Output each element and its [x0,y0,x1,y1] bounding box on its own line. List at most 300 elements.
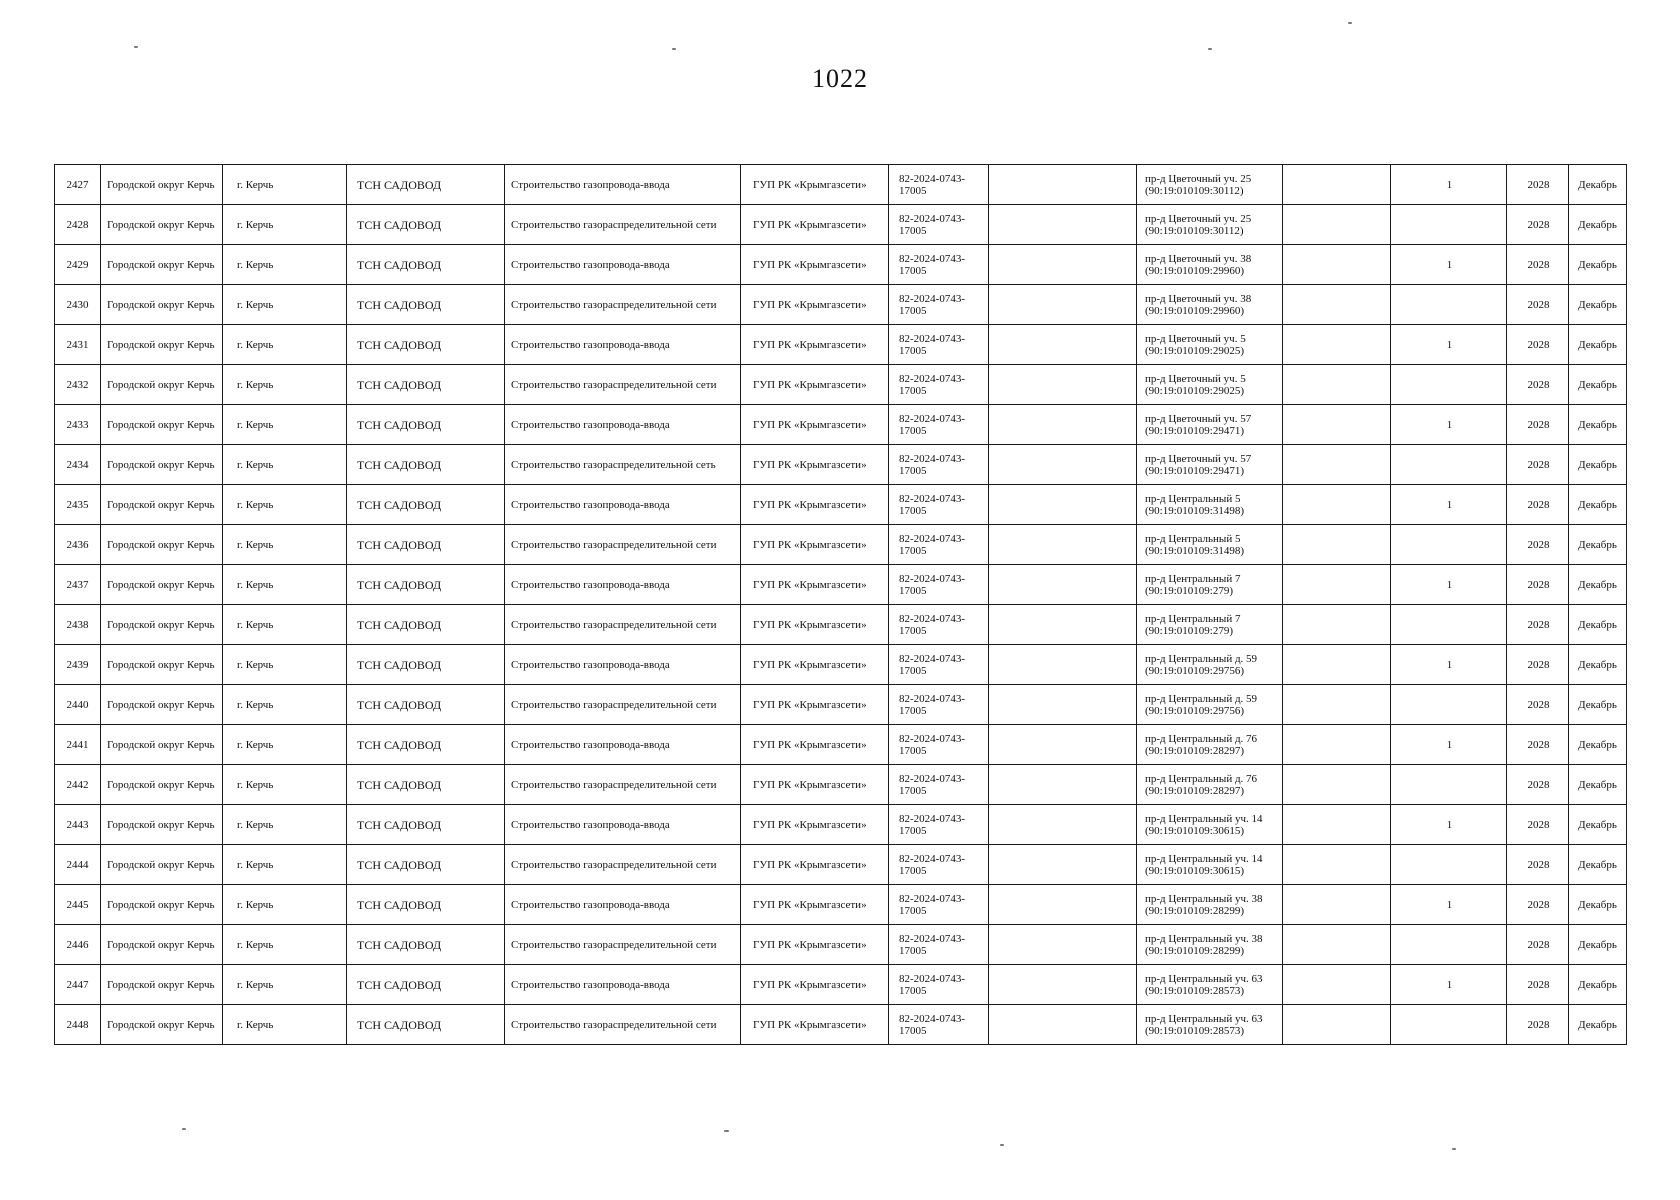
month-cell: Декабрь [1569,405,1627,445]
table-row [55,725,1627,765]
count-cell [1391,1005,1507,1045]
year-cell: 2028 [1507,325,1569,365]
empty-cell [989,245,1137,285]
page-number: 1022 [812,64,868,93]
month-cell: Декабрь [1569,485,1627,525]
count-cell [1391,365,1507,405]
municipality-cell: Городской округ Керчь [101,165,223,205]
contract-number-cell: 82-2024-0743-17005 [889,605,989,645]
empty-cell [1283,325,1391,365]
count-cell: 1 [1391,805,1507,845]
contract-number-cell: 82-2024-0743-17005 [889,285,989,325]
table-row [55,925,1627,965]
executor-cell: ГУП РК «Крымгазсети» [741,165,889,205]
municipality-cell: Городской округ Керчь [101,685,223,725]
city-cell: г. Керчь [223,485,347,525]
address-cell: пр-д Центральный 5 (90:19:010109:31498) [1137,485,1283,525]
empty-cell [989,765,1137,805]
executor-cell: ГУП РК «Крымгазсети» [741,205,889,245]
count-cell [1391,605,1507,645]
city-cell: г. Керчь [223,805,347,845]
count-cell: 1 [1391,485,1507,525]
organization-cell: ТСН САДОВОД [347,245,505,285]
address-cell: пр-д Цветочный уч. 5 (90:19:010109:29025) [1137,365,1283,405]
empty-cell [989,925,1137,965]
city-cell: г. Керчь [223,405,347,445]
organization-cell: ТСН САДОВОД [347,925,505,965]
scan-speck [1452,1148,1456,1150]
row-number: 2429 [55,245,101,285]
row-number: 2442 [55,765,101,805]
empty-cell [1283,805,1391,845]
empty-cell [1283,925,1391,965]
row-number: 2440 [55,685,101,725]
city-cell: г. Керчь [223,965,347,1005]
contract-number-cell: 82-2024-0743-17005 [889,925,989,965]
month-cell: Декабрь [1569,165,1627,205]
address-cell: пр-д Цветочный уч. 5 (90:19:010109:29025) [1137,325,1283,365]
contract-number-cell: 82-2024-0743-17005 [889,245,989,285]
organization-cell: ТСН САДОВОД [347,325,505,365]
month-cell: Декабрь [1569,525,1627,565]
city-cell: г. Керчь [223,765,347,805]
table-row [55,685,1627,725]
table-row [55,645,1627,685]
executor-cell: ГУП РК «Крымгазсети» [741,325,889,365]
address-cell: пр-д Цветочный уч. 57 (90:19:010109:29471) [1137,405,1283,445]
row-number: 2441 [55,725,101,765]
work-type-cell: Строительство газораспределительной сети [505,1005,741,1045]
table-row [55,965,1627,1005]
work-type-cell: Строительство газораспределительной сети [505,685,741,725]
document-table [54,164,1627,1045]
city-cell: г. Керчь [223,1005,347,1045]
scan-speck [724,1130,729,1132]
empty-cell [1283,565,1391,605]
month-cell: Декабрь [1569,245,1627,285]
organization-cell: ТСН САДОВОД [347,645,505,685]
row-number: 2438 [55,605,101,645]
empty-cell [1283,165,1391,205]
year-cell: 2028 [1507,245,1569,285]
count-cell: 1 [1391,885,1507,925]
city-cell: г. Керчь [223,205,347,245]
empty-cell [1283,645,1391,685]
municipality-cell: Городской округ Керчь [101,325,223,365]
year-cell: 2028 [1507,925,1569,965]
row-number: 2443 [55,805,101,845]
organization-cell: ТСН САДОВОД [347,165,505,205]
municipality-cell: Городской округ Керчь [101,365,223,405]
year-cell: 2028 [1507,645,1569,685]
year-cell: 2028 [1507,485,1569,525]
work-type-cell: Строительство газораспределительной сети [505,845,741,885]
row-number: 2448 [55,1005,101,1045]
table-body [55,165,1627,1045]
empty-cell [989,285,1137,325]
scan-speck [182,1128,186,1130]
work-type-cell: Строительство газопровода-ввода [505,885,741,925]
address-cell: пр-д Центральный 7 (90:19:010109:279) [1137,605,1283,645]
row-number: 2433 [55,405,101,445]
contract-number-cell: 82-2024-0743-17005 [889,645,989,685]
organization-cell: ТСН САДОВОД [347,805,505,845]
year-cell: 2028 [1507,445,1569,485]
address-cell: пр-д Центральный д. 76 (90:19:010109:28297) [1137,765,1283,805]
address-cell: пр-д Цветочный уч. 38 (90:19:010109:29960) [1137,245,1283,285]
address-cell: пр-д Центральный уч. 38 (90:19:010109:28299) [1137,885,1283,925]
count-cell [1391,285,1507,325]
municipality-cell: Городской округ Керчь [101,925,223,965]
organization-cell: ТСН САДОВОД [347,205,505,245]
contract-number-cell: 82-2024-0743-17005 [889,685,989,725]
executor-cell: ГУП РК «Крымгазсети» [741,1005,889,1045]
row-number: 2427 [55,165,101,205]
municipality-cell: Городской округ Керчь [101,645,223,685]
organization-cell: ТСН САДОВОД [347,365,505,405]
organization-cell: ТСН САДОВОД [347,485,505,525]
table-row [55,285,1627,325]
municipality-cell: Городской округ Керчь [101,445,223,485]
scan-speck [1348,22,1352,24]
address-cell: пр-д Центральный д. 59 (90:19:010109:29756) [1137,685,1283,725]
contract-number-cell: 82-2024-0743-17005 [889,165,989,205]
year-cell: 2028 [1507,285,1569,325]
scan-speck [672,48,676,50]
contract-number-cell: 82-2024-0743-17005 [889,445,989,485]
empty-cell [989,525,1137,565]
executor-cell: ГУП РК «Крымгазсети» [741,365,889,405]
row-number: 2439 [55,645,101,685]
contract-number-cell: 82-2024-0743-17005 [889,1005,989,1045]
year-cell: 2028 [1507,165,1569,205]
work-type-cell: Строительство газораспределительной сети [505,365,741,405]
work-type-cell: Строительство газопровода-ввода [505,325,741,365]
year-cell: 2028 [1507,845,1569,885]
month-cell: Декабрь [1569,685,1627,725]
work-type-cell: Строительство газораспределительной сети [505,285,741,325]
count-cell [1391,525,1507,565]
work-type-cell: Строительство газопровода-ввода [505,245,741,285]
row-number: 2428 [55,205,101,245]
empty-cell [989,605,1137,645]
row-number: 2444 [55,845,101,885]
executor-cell: ГУП РК «Крымгазсети» [741,405,889,445]
empty-cell [989,565,1137,605]
work-type-cell: Строительство газораспределительной сеть [505,445,741,485]
month-cell: Декабрь [1569,725,1627,765]
count-cell: 1 [1391,165,1507,205]
month-cell: Декабрь [1569,605,1627,645]
contract-number-cell: 82-2024-0743-17005 [889,525,989,565]
row-number: 2445 [55,885,101,925]
work-type-cell: Строительство газопровода-ввода [505,565,741,605]
row-number: 2435 [55,485,101,525]
empty-cell [989,685,1137,725]
count-cell [1391,445,1507,485]
address-cell: пр-д Центральный 5 (90:19:010109:31498) [1137,525,1283,565]
executor-cell: ГУП РК «Крымгазсети» [741,725,889,765]
empty-cell [989,885,1137,925]
work-type-cell: Строительство газораспределительной сети [505,205,741,245]
empty-cell [1283,765,1391,805]
contract-number-cell: 82-2024-0743-17005 [889,565,989,605]
table-row [55,605,1627,645]
executor-cell: ГУП РК «Крымгазсети» [741,925,889,965]
year-cell: 2028 [1507,965,1569,1005]
city-cell: г. Керчь [223,445,347,485]
year-cell: 2028 [1507,205,1569,245]
city-cell: г. Керчь [223,685,347,725]
empty-cell [989,645,1137,685]
city-cell: г. Керчь [223,365,347,405]
table-row [55,365,1627,405]
table-row [55,1005,1627,1045]
address-cell: пр-д Цветочный уч. 25 (90:19:010109:30112) [1137,165,1283,205]
address-cell: пр-д Цветочный уч. 57 (90:19:010109:29471) [1137,445,1283,485]
work-type-cell: Строительство газопровода-ввода [505,645,741,685]
work-type-cell: Строительство газораспределительной сети [505,765,741,805]
empty-cell [1283,725,1391,765]
contract-number-cell: 82-2024-0743-17005 [889,325,989,365]
executor-cell: ГУП РК «Крымгазсети» [741,525,889,565]
empty-cell [989,725,1137,765]
year-cell: 2028 [1507,685,1569,725]
contract-number-cell: 82-2024-0743-17005 [889,725,989,765]
year-cell: 2028 [1507,405,1569,445]
address-cell: пр-д Центральный уч. 14 (90:19:010109:30615) [1137,805,1283,845]
executor-cell: ГУП РК «Крымгазсети» [741,605,889,645]
year-cell: 2028 [1507,565,1569,605]
table-row [55,765,1627,805]
city-cell: г. Керчь [223,325,347,365]
contract-number-cell: 82-2024-0743-17005 [889,845,989,885]
address-cell: пр-д Центральный д. 76 (90:19:010109:28297) [1137,725,1283,765]
month-cell: Декабрь [1569,925,1627,965]
address-cell: пр-д Центральный уч. 63 (90:19:010109:28573) [1137,965,1283,1005]
address-cell: пр-д Центральный д. 59 (90:19:010109:29756) [1137,645,1283,685]
organization-cell: ТСН САДОВОД [347,525,505,565]
work-type-cell: Строительство газопровода-ввода [505,165,741,205]
table-row [55,205,1627,245]
count-cell [1391,925,1507,965]
table-row [55,485,1627,525]
row-number: 2447 [55,965,101,1005]
municipality-cell: Городской округ Керчь [101,965,223,1005]
contract-number-cell: 82-2024-0743-17005 [889,765,989,805]
empty-cell [989,325,1137,365]
year-cell: 2028 [1507,725,1569,765]
executor-cell: ГУП РК «Крымгазсети» [741,445,889,485]
year-cell: 2028 [1507,885,1569,925]
municipality-cell: Городской округ Керчь [101,285,223,325]
municipality-cell: Городской округ Керчь [101,245,223,285]
table-row [55,885,1627,925]
empty-cell [989,1005,1137,1045]
executor-cell: ГУП РК «Крымгазсети» [741,245,889,285]
municipality-cell: Городской округ Керчь [101,725,223,765]
municipality-cell: Городской округ Керчь [101,405,223,445]
organization-cell: ТСН САДОВОД [347,565,505,605]
empty-cell [1283,285,1391,325]
work-type-cell: Строительство газораспределительной сети [505,605,741,645]
count-cell [1391,205,1507,245]
year-cell: 2028 [1507,365,1569,405]
year-cell: 2028 [1507,525,1569,565]
empty-cell [1283,845,1391,885]
year-cell: 2028 [1507,605,1569,645]
contract-number-cell: 82-2024-0743-17005 [889,405,989,445]
row-number: 2430 [55,285,101,325]
year-cell: 2028 [1507,1005,1569,1045]
count-cell [1391,845,1507,885]
month-cell: Декабрь [1569,765,1627,805]
scan-speck [1208,48,1212,50]
scan-speck [1000,1144,1004,1146]
row-number: 2437 [55,565,101,605]
municipality-cell: Городской округ Керчь [101,605,223,645]
executor-cell: ГУП РК «Крымгазсети» [741,765,889,805]
city-cell: г. Керчь [223,165,347,205]
month-cell: Декабрь [1569,205,1627,245]
work-type-cell: Строительство газопровода-ввода [505,805,741,845]
municipality-cell: Городской округ Керчь [101,485,223,525]
year-cell: 2028 [1507,805,1569,845]
organization-cell: ТСН САДОВОД [347,685,505,725]
city-cell: г. Керчь [223,645,347,685]
empty-cell [989,965,1137,1005]
month-cell: Декабрь [1569,885,1627,925]
empty-cell [1283,205,1391,245]
contract-number-cell: 82-2024-0743-17005 [889,365,989,405]
contract-number-cell: 82-2024-0743-17005 [889,965,989,1005]
row-number: 2431 [55,325,101,365]
empty-cell [1283,485,1391,525]
table-row [55,565,1627,605]
empty-cell [1283,605,1391,645]
municipality-cell: Городской округ Керчь [101,1005,223,1045]
municipality-cell: Городской округ Керчь [101,765,223,805]
table-row [55,845,1627,885]
empty-cell [989,165,1137,205]
organization-cell: ТСН САДОВОД [347,965,505,1005]
city-cell: г. Керчь [223,285,347,325]
work-type-cell: Строительство газораспределительной сети [505,925,741,965]
month-cell: Декабрь [1569,1005,1627,1045]
municipality-cell: Городской округ Керчь [101,525,223,565]
work-type-cell: Строительство газопровода-ввода [505,725,741,765]
table-row [55,245,1627,285]
month-cell: Декабрь [1569,365,1627,405]
empty-cell [1283,1005,1391,1045]
month-cell: Декабрь [1569,805,1627,845]
empty-cell [989,845,1137,885]
organization-cell: ТСН САДОВОД [347,725,505,765]
row-number: 2434 [55,445,101,485]
empty-cell [1283,445,1391,485]
contract-number-cell: 82-2024-0743-17005 [889,885,989,925]
empty-cell [1283,685,1391,725]
row-number: 2432 [55,365,101,405]
scan-speck [134,46,138,48]
table-row [55,325,1627,365]
count-cell: 1 [1391,405,1507,445]
month-cell: Декабрь [1569,965,1627,1005]
empty-cell [989,805,1137,845]
organization-cell: ТСН САДОВОД [347,1005,505,1045]
count-cell: 1 [1391,725,1507,765]
organization-cell: ТСН САДОВОД [347,845,505,885]
address-cell: пр-д Центральный уч. 38 (90:19:010109:28299) [1137,925,1283,965]
count-cell: 1 [1391,565,1507,605]
organization-cell: ТСН САДОВОД [347,285,505,325]
contract-number-cell: 82-2024-0743-17005 [889,805,989,845]
executor-cell: ГУП РК «Крымгазсети» [741,965,889,1005]
work-type-cell: Строительство газопровода-ввода [505,405,741,445]
row-number: 2436 [55,525,101,565]
empty-cell [989,405,1137,445]
empty-cell [1283,405,1391,445]
contract-number-cell: 82-2024-0743-17005 [889,485,989,525]
city-cell: г. Керчь [223,245,347,285]
empty-cell [1283,885,1391,925]
count-cell: 1 [1391,645,1507,685]
executor-cell: ГУП РК «Крымгазсети» [741,645,889,685]
city-cell: г. Керчь [223,885,347,925]
year-cell: 2028 [1507,765,1569,805]
table-row [55,805,1627,845]
empty-cell [989,365,1137,405]
empty-cell [989,485,1137,525]
city-cell: г. Керчь [223,845,347,885]
table-row [55,445,1627,485]
municipality-cell: Городской округ Керчь [101,885,223,925]
organization-cell: ТСН САДОВОД [347,405,505,445]
city-cell: г. Керчь [223,925,347,965]
address-cell: пр-д Центральный 7 (90:19:010109:279) [1137,565,1283,605]
executor-cell: ГУП РК «Крымгазсети» [741,485,889,525]
month-cell: Декабрь [1569,445,1627,485]
city-cell: г. Керчь [223,525,347,565]
empty-cell [1283,525,1391,565]
municipality-cell: Городской округ Керчь [101,805,223,845]
month-cell: Декабрь [1569,645,1627,685]
table-row [55,525,1627,565]
work-type-cell: Строительство газопровода-ввода [505,485,741,525]
empty-cell [1283,965,1391,1005]
executor-cell: ГУП РК «Крымгазсети» [741,845,889,885]
row-number: 2446 [55,925,101,965]
table-row [55,405,1627,445]
month-cell: Декабрь [1569,845,1627,885]
executor-cell: ГУП РК «Крымгазсети» [741,885,889,925]
organization-cell: ТСН САДОВОД [347,885,505,925]
count-cell [1391,685,1507,725]
executor-cell: ГУП РК «Крымгазсети» [741,685,889,725]
empty-cell [989,205,1137,245]
city-cell: г. Керчь [223,565,347,605]
contract-number-cell: 82-2024-0743-17005 [889,205,989,245]
executor-cell: ГУП РК «Крымгазсети» [741,565,889,605]
municipality-cell: Городской округ Керчь [101,205,223,245]
organization-cell: ТСН САДОВОД [347,605,505,645]
city-cell: г. Керчь [223,725,347,765]
month-cell: Декабрь [1569,565,1627,605]
city-cell: г. Керчь [223,605,347,645]
address-cell: пр-д Центральный уч. 63 (90:19:010109:28573) [1137,1005,1283,1045]
address-cell: пр-д Центральный уч. 14 (90:19:010109:30615) [1137,845,1283,885]
count-cell: 1 [1391,965,1507,1005]
